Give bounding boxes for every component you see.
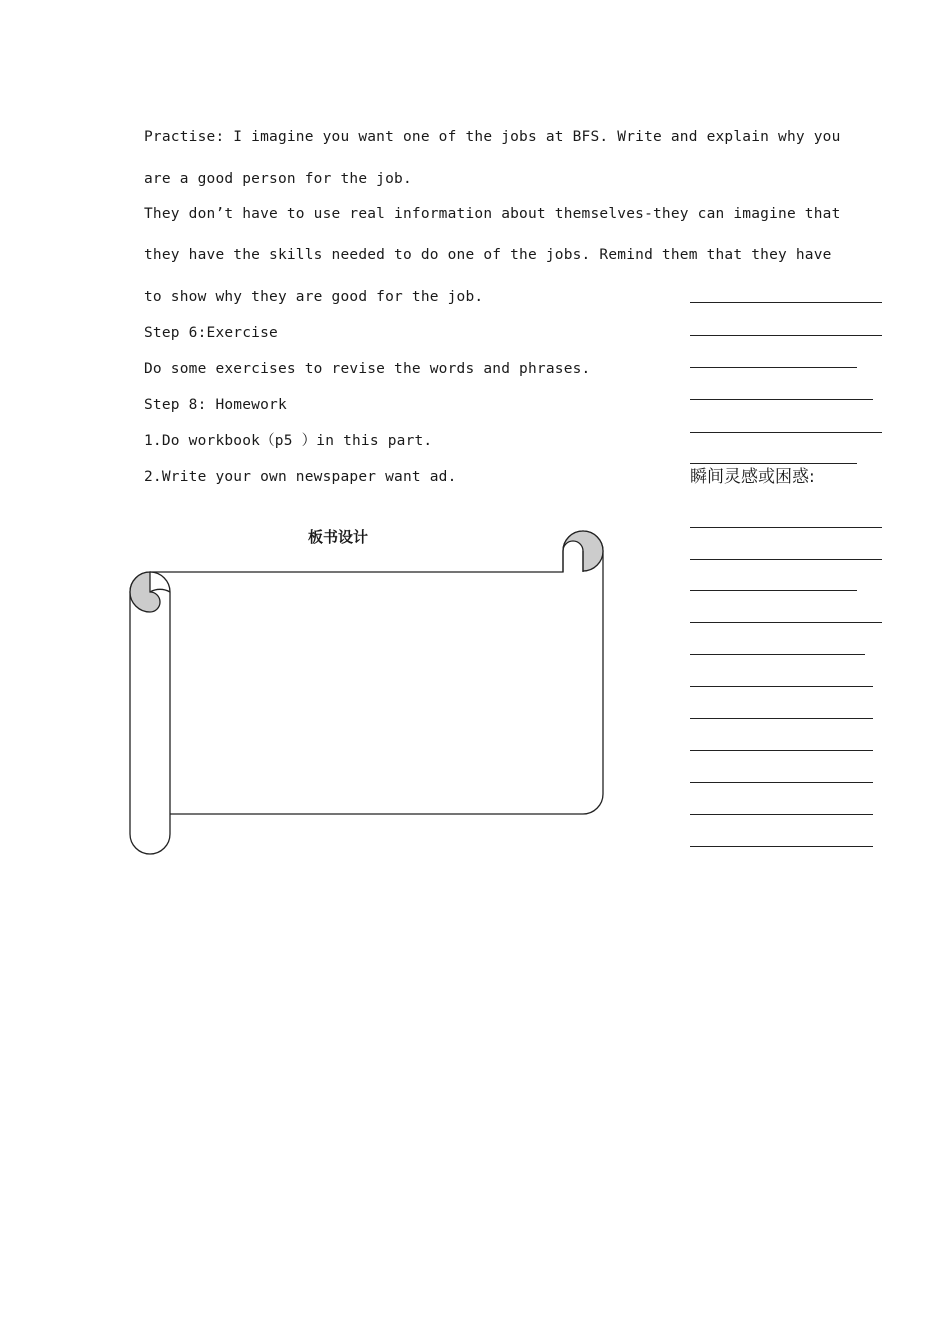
homework-item-2: 2.Write your own newspaper want ad. [144, 469, 457, 485]
practise-line-1: Practise: I imagine you want one of the jobs at BFS. Write and explain why you [144, 129, 841, 145]
step6-title: Step 6:Exercise [144, 325, 278, 341]
practise-line-2: are a good person for the job. [144, 171, 412, 187]
step8-title: Step 8: Homework [144, 397, 287, 413]
note-line-2: they have the skills needed to do one of the jobs. Remind them that they have [144, 247, 832, 263]
homework-item-1: 1.Do workbook（p5 ）in this part. [144, 433, 433, 449]
board-design-title: 板书设计 [308, 528, 369, 546]
note-line-3: to show why they are good for the job. [144, 289, 484, 305]
inspiration-heading: 瞬间灵感或困惑: [690, 467, 815, 487]
step6-text: Do some exercises to revise the words and phrases. [144, 361, 591, 377]
note-line-1: They don’t have to use real information about themselves-they can imagine that [144, 206, 841, 222]
